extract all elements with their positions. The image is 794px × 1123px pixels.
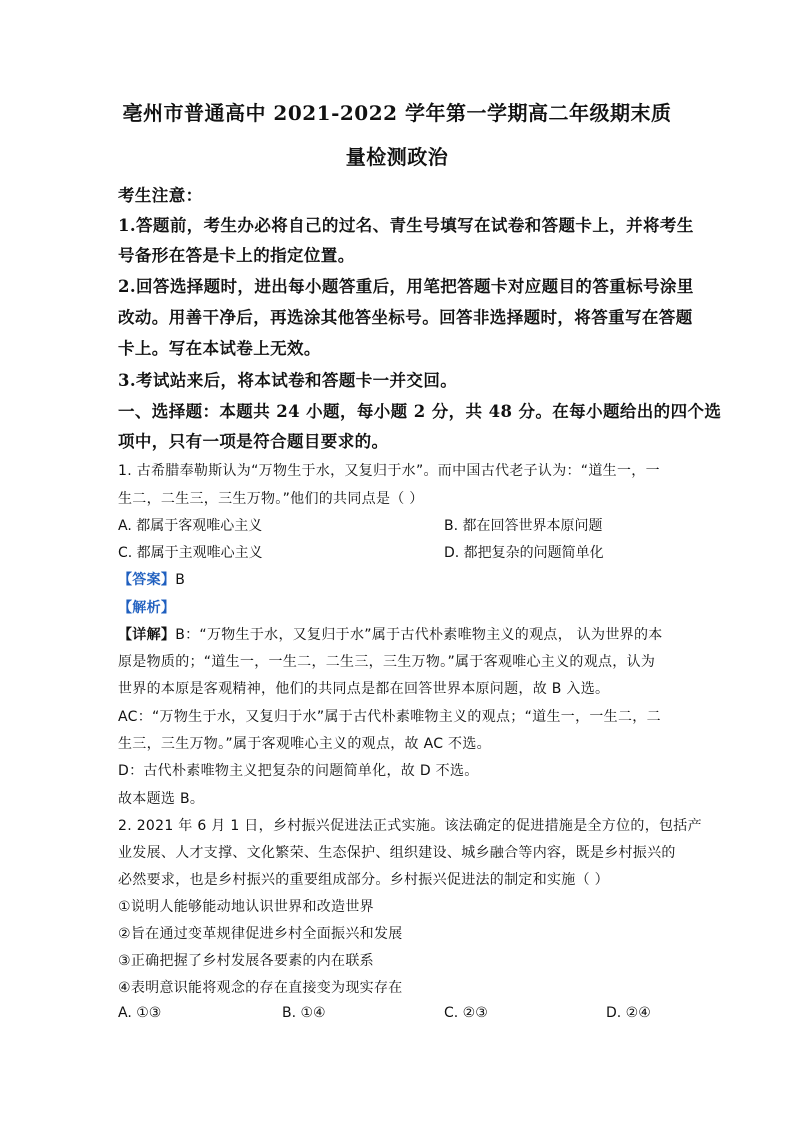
q1-detail: 故本题选 B。: [118, 791, 205, 807]
q2-option-c: C. ②③: [444, 1005, 488, 1021]
detail-tag: 【详解】: [118, 627, 176, 643]
answer-tag: 【答案】: [118, 572, 176, 588]
q1-option-b: B. 都在回答世界本原问题: [444, 518, 603, 534]
q2-stem: 必然要求，也是乡村振兴的重要组成部分。乡村振兴促进法的制定和实施（ ）: [118, 872, 609, 888]
q2-option-d: D. ②④: [606, 1005, 651, 1021]
section-heading-cont: 项中，只有一项是符合题目要求的。: [118, 432, 389, 451]
q1-detail: 世界的本原是客观精神，他们的共同点是都在回答世界本原问题，故 B 入选。: [118, 681, 610, 697]
notice-heading: 考生注意：: [118, 186, 203, 205]
analysis-tag: 【解析】: [118, 600, 176, 616]
q2-stem: 业发展、人才支撑、文化繁荣、生态保护、组织建设、城乡融合等内容，既是乡村振兴的: [118, 845, 676, 861]
q1-option-d: D. 都把复杂的问题简单化: [444, 545, 604, 561]
exam-title-line-2: 量检测政治: [345, 145, 449, 169]
q1-stem: 生二，二生三，三生万物。”他们的共同点是（ ）: [118, 491, 424, 507]
q2-stem: 2. 2021 年 6 月 1 日，乡村振兴促进法正式实施。该法确定的促进措施是全方位的，包括产: [118, 818, 702, 834]
detail-text: B：“万物生于水，又复归于水”属于古代朴素唯物主义的观点， 认为世界的本: [175, 627, 663, 643]
q1-option-a: A. 都属于客观唯心主义: [118, 518, 263, 534]
section-heading: 一、选择题：本题共 24 小题，每小题 2 分，共 48 分。在每小题给出的四个选: [118, 402, 722, 421]
q1-detail: 原是物质的；“道生一，一生二，二生三，三生万物。”属于客观唯心主义的观点，认为: [118, 654, 656, 670]
notice-line: 3.考试站来后，将本试卷和答题卡一并交回。: [118, 371, 458, 390]
q2-item: ②旨在通过变革规律促进乡村全面振兴和发展: [118, 926, 403, 942]
q2-option-a: A. ①③: [118, 1005, 162, 1021]
q2-item: ①说明人能够能动地认识世界和改造世界: [118, 899, 374, 915]
q1-analysis-heading: [118, 597, 175, 617]
q1-answer: [118, 569, 185, 589]
q1-detail: AC：“万物生于水，又复归于水”属于古代朴素唯物主义的观点；“道生一，一生二，二: [118, 709, 661, 725]
notice-line: 号备形在答是卡上的指定位置。: [118, 246, 355, 265]
q2-item: ③正确把握了乡村发展各要素的内在联系: [118, 953, 374, 969]
q2-item: ④表明意识能将观念的存在直接变为现实存在: [118, 980, 403, 996]
notice-line: 卡上。写在本试卷上无效。: [118, 339, 321, 358]
exam-title-line-1: 亳州市普通高中 2021-2022 学年第一学期高二年级期末质: [122, 101, 672, 125]
q1-detail: [118, 624, 663, 644]
q1-stem: 1. 古希腊奉勒斯认为“万物生于水，又复归于水”。而中国古代老子认为：“道生一，一: [118, 463, 660, 479]
q2-option-b: B. ①④: [282, 1005, 326, 1021]
notice-line: 改动。用善干净后，再选涂其他答坐标号。回答非选择题时，将答重写在答题: [118, 308, 693, 327]
q1-detail: D：古代朴素唯物主义把复杂的问题简单化，故 D 不选。: [118, 763, 479, 779]
q1-detail: 生三，三生万物。”属于客观唯心主义的观点，故 AC 不选。: [118, 736, 491, 752]
notice-line: 1.答题前，考生办必将自己的过名、青生号填写在试卷和答题卡上，并将考生: [118, 216, 694, 235]
q1-option-c: C. 都属于主观唯心主义: [118, 545, 263, 561]
answer-value: B: [175, 572, 186, 588]
notice-line: 2.回答选择题时，进出每小题答重后，用笔把答题卡对应题目的答重标号涂里: [118, 277, 694, 296]
